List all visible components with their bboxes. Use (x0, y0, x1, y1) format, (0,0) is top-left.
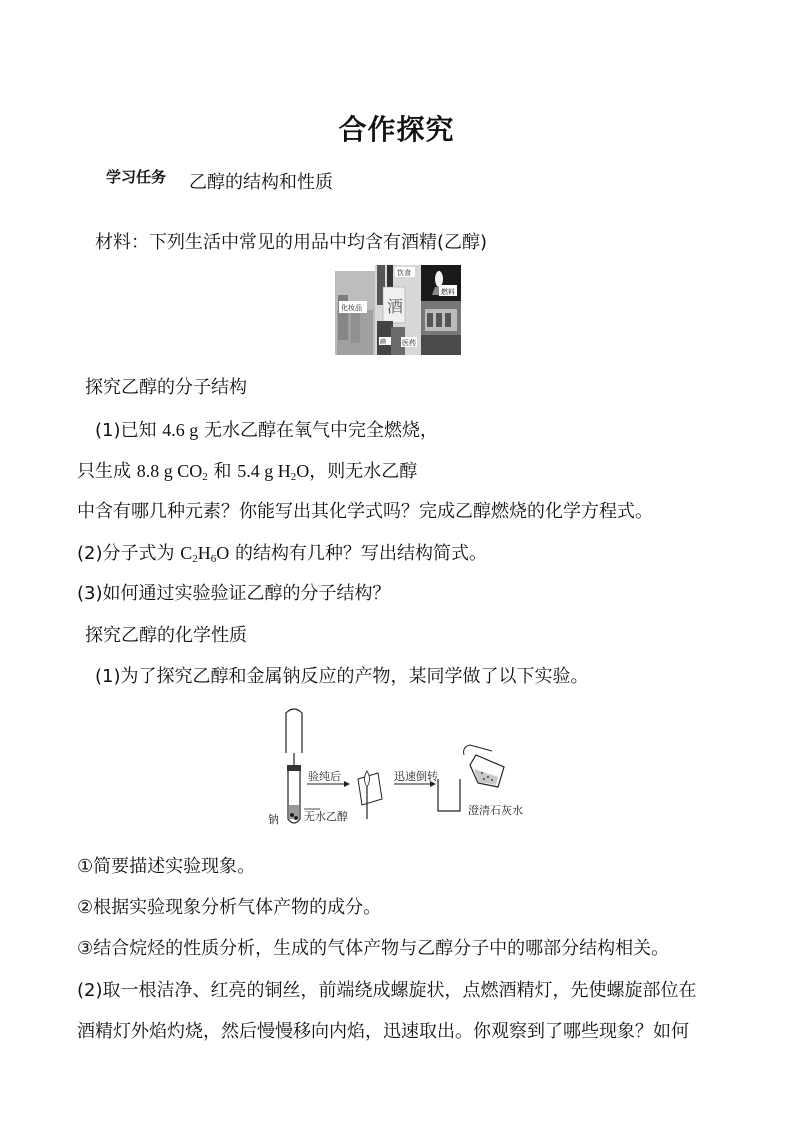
photo-label-iodine: 碘 (380, 339, 387, 346)
q1-mass: 4.6 g (162, 420, 199, 440)
label-ethanol: 无水乙醇 (304, 810, 348, 823)
section1-heading: 探究乙醇的分子结构 (85, 377, 247, 398)
co2-subscript: 2 (202, 471, 208, 483)
photo-label-fuel: 燃料 (441, 288, 455, 296)
inverted-test-tube (286, 709, 302, 753)
stopper (287, 765, 301, 771)
photo-label-medicine: 医药 (402, 339, 416, 347)
everyday-items-photo (335, 265, 461, 355)
label-after-check: 验纯后 (308, 770, 341, 783)
section2-heading: 探究乙醇的化学性质 (85, 625, 247, 646)
formula-c: C (180, 543, 193, 563)
section2-sub3: ③结合烷烃的性质分析，生成的气体产物与乙醇分子中的哪部分结构相关。 (77, 938, 670, 959)
q2-prefix: (2)分子式为 (77, 543, 181, 564)
section2-q2-line1: (2)取一根洁净、红亮的铜丝，前端绕成螺旋状，点燃酒精灯，先使螺旋部位在 (77, 980, 697, 1001)
formula-h: H (197, 543, 211, 563)
h2o-amount: 5.4 g H (237, 461, 291, 481)
ethanol-sodium-apparatus (262, 707, 532, 832)
section2-sub1: ①简要描述实验现象。 (77, 856, 256, 877)
section1-q2 (77, 541, 487, 566)
co2-amount: 8.8 g CO (136, 461, 203, 481)
material-text: 材料：下列生活中常见的用品中均含有酒精(乙醇) (95, 232, 488, 253)
section1-q1-line2 (77, 459, 417, 484)
label-quick-invert: 迅速倒转 (394, 770, 438, 783)
formula-c-sub: 2 (192, 553, 198, 565)
formula-h-sub: 6 (210, 553, 217, 565)
beaker (438, 779, 460, 811)
h2o-oxygen: O (296, 461, 310, 481)
section1-q3: (3)如何通过实验验证乙醇的分子结构？ (77, 583, 391, 604)
section1-q1-line3: 中含有哪几种元素？你能写出其化学式吗？完成乙醇燃烧的化学方程式。 (77, 501, 653, 522)
formula-o: O (216, 543, 230, 563)
q2-suffix: 的结构有几种？写出结构简式。 (229, 543, 487, 564)
photo-label-wine: 酒 (387, 297, 404, 316)
q1-and: 和 (207, 461, 238, 482)
q1-prefix: (1)已知 (95, 420, 163, 441)
label-sodium: 钠 (268, 813, 279, 826)
cold-glass-sheet (358, 773, 382, 805)
photo-label-cosmetics: 化妆品 (341, 304, 362, 312)
section2-sub2: ②根据实验现象分析气体产物的成分。 (77, 897, 382, 918)
label-limewater: 澄清石灰水 (468, 804, 523, 817)
q1-line1-text: 无水乙醇在氧气中完全燃烧， (198, 420, 438, 441)
task-label: 学习任务 (106, 168, 167, 186)
task-title: 乙醇的结构和性质 (189, 172, 333, 193)
section1-q1-line1 (95, 418, 438, 443)
section2-q2-line2: 酒精灯外焰灼烧，然后慢慢移向内焰，迅速取出。你观察到了哪些现象？如何 (77, 1021, 689, 1042)
q1-line2-prefix: 只生成 (77, 461, 137, 482)
section2-q1: (1)为了探究乙醇和金属钠反应的产物，某同学做了以下实验。 (95, 666, 589, 687)
h2o-subscript: 2 (290, 471, 297, 483)
photo-label-food: 饮食 (397, 269, 411, 277)
page-title: 合作探究 (338, 113, 455, 146)
q1-line2-text: ，则无水乙醇 (309, 461, 418, 482)
